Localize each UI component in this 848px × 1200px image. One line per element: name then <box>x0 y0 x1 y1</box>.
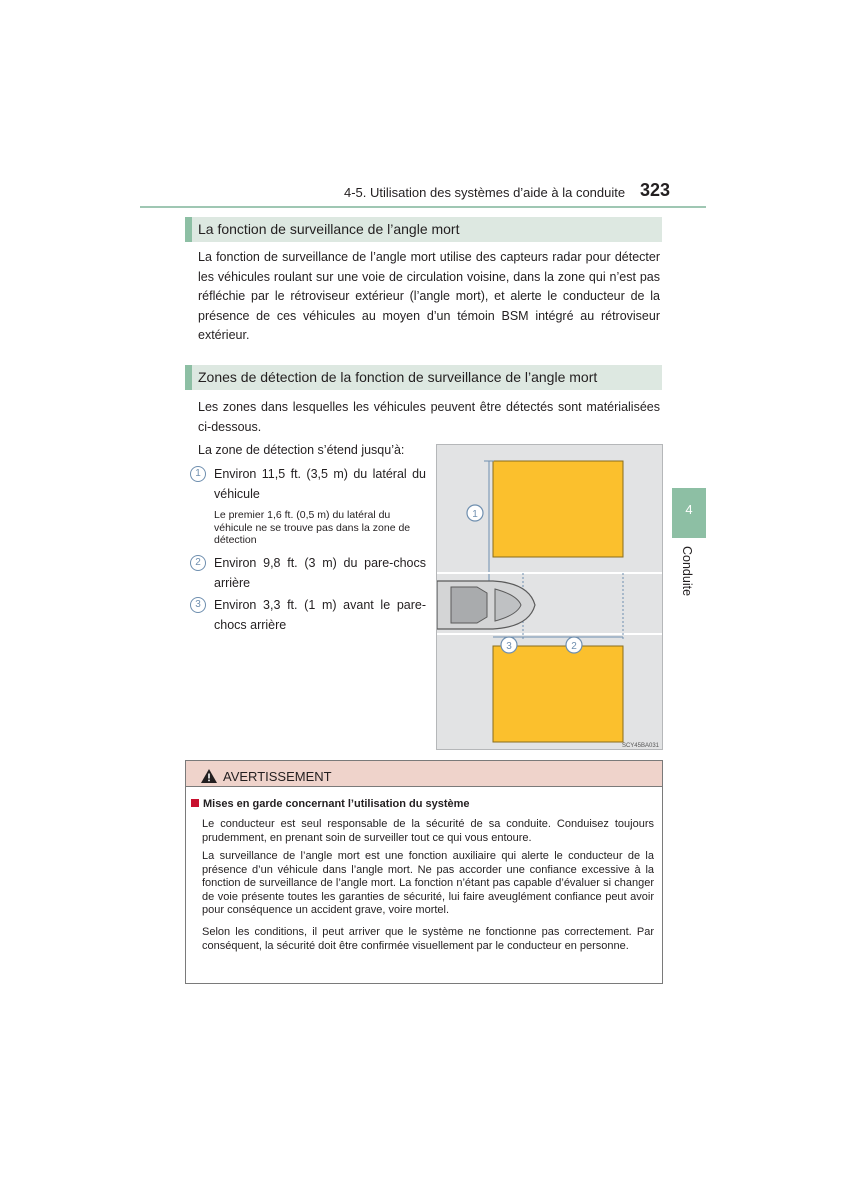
warning-triangle-icon <box>200 768 218 784</box>
label-marker-2 <box>566 637 582 653</box>
warning-paragraph: Le conducteur est seul responsable de la sécurité de sa conduite. Conduisez toujours prudemment, en prenant soin de surveiller tout ce qui vous entoure. <box>202 818 654 844</box>
page-number: 323 <box>640 180 671 200</box>
list-item <box>190 465 426 504</box>
warning-subtitle-row <box>191 798 470 810</box>
warning-paragraph: La surveillance de l’angle mort est une fonction auxiliaire qui alerte le conducteur de la présence d’un véhicule dans l’angle mort. Ne pas accorder une confiance excessive à la fonction de surveillance de l’angle mort. La fonction n’étant pas capable d’évaluer si changer de voie présente toutes les garanties de sécurité, lui faire aveuglément confiance peut avoir pour conséquence un accident grave, voire mortel. <box>202 850 654 916</box>
svg-text:3: 3 <box>506 641 512 652</box>
svg-text:2: 2 <box>571 641 577 652</box>
list-note: Le premier 1,6 ft. (0,5 m) du latéral du véhicule ne se trouve pas dans la zone de détection <box>214 509 411 546</box>
list-number: 2 <box>190 555 206 571</box>
chapter-number: 4 <box>685 502 693 517</box>
running-header: 4-5. Utilisation des systèmes d’aide à la conduite <box>344 185 626 200</box>
bullet-square-icon <box>191 799 199 807</box>
list-number: 1 <box>190 466 206 482</box>
warning-paragraph: Selon les conditions, il peut arriver que le système ne fonctionne pas correctement. Par conséquent, la sécurité doit être confirmée visuellement par le conducteur en personne. <box>202 926 654 952</box>
warning-subtitle: Mises en garde concernant l’utilisation du système <box>203 798 470 810</box>
list-item <box>190 596 426 635</box>
list-text: Environ 3,3 ft. (1 m) avant le pare-chocs arrière <box>214 598 426 632</box>
header-rule <box>140 206 706 208</box>
diagram-code: SCY45BA031 <box>621 743 659 749</box>
chapter-tab <box>672 488 706 538</box>
section-heading-bsm: La fonction de surveillance de l’angle mort <box>185 217 662 242</box>
diagram-svg <box>437 445 663 750</box>
car-icon <box>437 581 535 629</box>
detection-intro: La zone de détection s’étend jusqu’à: <box>198 443 405 457</box>
chapter-label: Conduite <box>680 546 694 597</box>
list-text: Environ 9,8 ft. (3 m) du pare-chocs arrière <box>214 556 426 590</box>
list-text: Environ 11,5 ft. (3,5 m) du latéral du véhicule <box>214 467 426 501</box>
zone-rect-lower <box>493 646 623 742</box>
list-item <box>190 554 426 593</box>
zone-rect-upper <box>493 461 623 557</box>
section-body-zones: Les zones dans lesquelles les véhicules peuvent être détectés sont matérialisées ci-dessous. <box>198 400 660 434</box>
section-heading-zones: Zones de détection de la fonction de surveillance de l’angle mort <box>185 365 662 390</box>
label-marker-3 <box>501 637 517 653</box>
detection-zone-diagram <box>436 444 663 750</box>
list-number: 3 <box>190 597 206 613</box>
warning-box <box>185 760 663 984</box>
label-marker-1 <box>467 505 483 521</box>
warning-title: AVERTISSEMENT <box>223 768 332 784</box>
section-body-bsm: La fonction de surveillance de l’angle mort utilise des capteurs radar pour détecter les véhicules roulant sur une voie de circulation voisine, dans la zone qui n’est pas réfléchie par le rétroviseur extérieur (l’angle mort), et alerte le conducteur de la présence de ces véhicules au moyen d’un témoin BSM intégré au rétroviseur extérieur. <box>198 250 660 342</box>
svg-text:1: 1 <box>472 509 478 520</box>
warning-header <box>186 761 662 787</box>
